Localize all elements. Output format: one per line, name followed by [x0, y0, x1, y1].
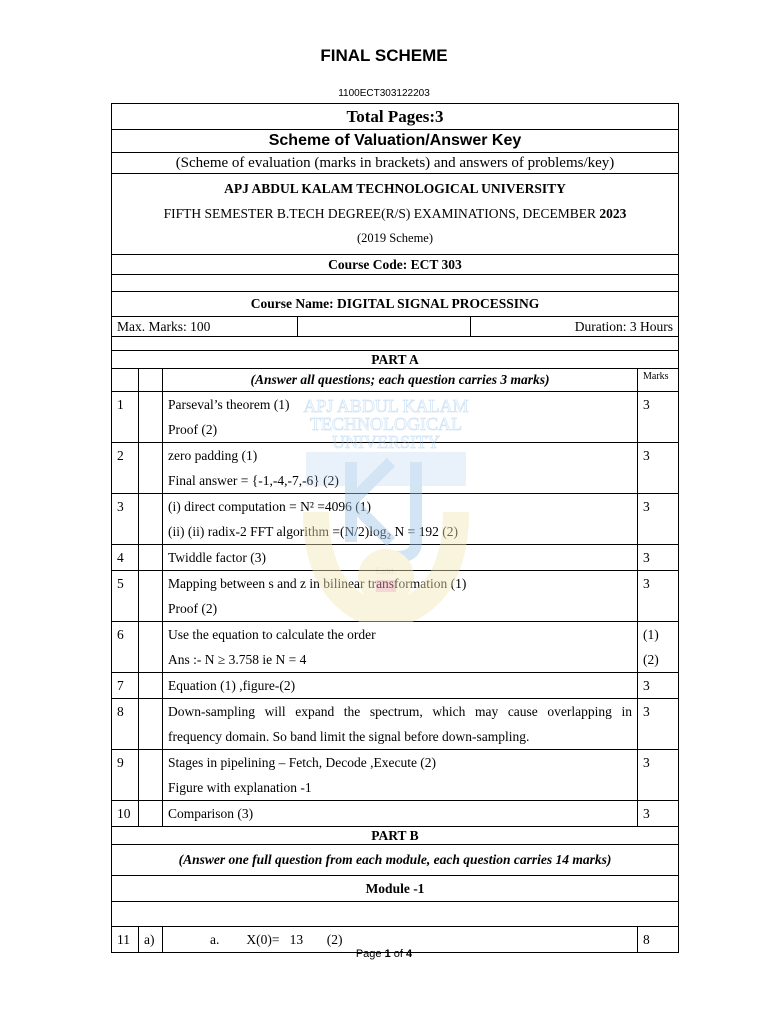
question-row — [112, 673, 679, 699]
question-row — [112, 571, 679, 622]
question-number: 10 — [112, 801, 139, 827]
exam-year: 2023 — [599, 206, 627, 221]
answer-line: frequency domain. So band limit the signal before down-sampling. — [168, 729, 530, 744]
exam-line — [117, 201, 673, 226]
blank-cell — [139, 801, 163, 827]
watermark-line-3: UNIVERSITY — [332, 432, 440, 452]
question-row — [112, 392, 679, 443]
blank-cell — [139, 545, 163, 571]
question-marks: 3 — [638, 494, 679, 545]
page-footer — [0, 948, 768, 960]
question-answer — [163, 443, 638, 494]
marks-header: Marks — [638, 369, 679, 392]
duration: Duration: 3 Hours — [574, 319, 673, 334]
answer-line: Mapping between s and z in bilinear transformation (1) — [168, 576, 467, 591]
answer-line: zero padding (1) — [168, 448, 258, 463]
question-row — [112, 622, 679, 673]
question-marks: 3 — [638, 801, 679, 827]
question-number: 11 — [112, 927, 139, 953]
blank-cell — [139, 443, 163, 494]
question-answer — [163, 571, 638, 622]
question-answer — [163, 622, 638, 673]
blank-row — [112, 337, 679, 351]
question-answer — [163, 673, 638, 699]
question-marks: 3 — [638, 443, 679, 494]
part-a-heading: PART A — [112, 351, 679, 369]
answer-line: Stages in pipelining – Fetch, Decode ,Execute (2) — [168, 755, 437, 770]
scheme-subtitle: (Scheme of evaluation (marks in brackets) and answers of problems/key) — [112, 153, 679, 174]
question-row — [112, 750, 679, 801]
question-number: 1 — [112, 392, 139, 443]
university-name: APJ ABDUL KALAM TECHNOLOGICAL UNIVERSITY — [224, 181, 566, 196]
blank-cell — [112, 369, 139, 392]
page-of: of — [393, 948, 403, 960]
course-name: Course Name: DIGITAL SIGNAL PROCESSING — [112, 292, 679, 317]
blank-row — [112, 275, 679, 292]
question-row — [112, 545, 679, 571]
exam-line-text: FIFTH SEMESTER B.TECH DEGREE(R/S) EXAMINATIONS, DECEMBER — [163, 206, 596, 221]
blank-cell — [139, 750, 163, 801]
part-b-instructions: (Answer one full question from each module, each question carries 14 marks) — [112, 845, 679, 876]
marks-value: (1) — [643, 627, 659, 642]
question-marks: 8 — [638, 927, 679, 953]
question-answer: a. X(0)= 13 (2) — [163, 927, 638, 953]
answer-line: (ii) (ii) radix-2 FFT algorithm =(N/2)log₂ N = 192 (2) — [168, 524, 459, 539]
blank-row — [112, 902, 679, 927]
watermark-estd: Estd. — [375, 566, 397, 576]
answer-line: Comparison (3) — [168, 806, 254, 821]
answer-line: Figure with explanation -1 — [168, 780, 312, 795]
blank-cell — [139, 392, 163, 443]
marks-value: (2) — [643, 652, 659, 667]
answer-line: Equation (1) ,figure-(2) — [168, 678, 296, 693]
page-label: Page — [355, 948, 382, 960]
blank-cell — [139, 673, 163, 699]
question-answer — [163, 801, 638, 827]
question-marks — [638, 622, 679, 673]
watermark-line-1: APJ ABDUL KALAM — [303, 396, 469, 416]
question-marks: 3 — [638, 673, 679, 699]
course-code: Course Code: ECT 303 — [112, 255, 679, 275]
question-number: 2 — [112, 443, 139, 494]
blank-cell — [139, 699, 163, 750]
watermark-line-2: TECHNOLOGICAL — [310, 414, 462, 434]
blank-cell — [139, 571, 163, 622]
question-row — [112, 443, 679, 494]
question-answer — [163, 494, 638, 545]
module-1-heading: Module -1 — [112, 876, 679, 902]
answer-line: Parseval’s theorem (1) — [168, 397, 290, 412]
question-answer — [163, 545, 638, 571]
question-row — [112, 699, 679, 750]
sub-question: a) — [139, 927, 163, 953]
question-row — [112, 801, 679, 827]
total-pages: Total Pages:3 — [112, 104, 679, 130]
question-marks: 3 — [638, 545, 679, 571]
question-number: 7 — [112, 673, 139, 699]
page-number: 1 — [384, 948, 391, 960]
university-block — [112, 174, 679, 255]
blank-cell — [139, 494, 163, 545]
question-number: 9 — [112, 750, 139, 801]
answer-line: Use the equation to calculate the order — [168, 627, 376, 642]
marks-duration-row — [112, 317, 679, 337]
final-scheme-title: FINAL SCHEME — [320, 46, 448, 65]
question-number: 3 — [112, 494, 139, 545]
document-code: 1100ECT303122203 — [338, 88, 430, 99]
scheme-title: Scheme of Valuation/Answer Key — [112, 130, 679, 153]
question-row — [112, 494, 679, 545]
answer-line: (i) direct computation = N² =4096 (1) — [168, 499, 371, 514]
empty-cell — [298, 317, 471, 336]
blank-cell — [139, 369, 163, 392]
answer-line: Proof (2) — [168, 422, 218, 437]
question-marks: 3 — [638, 571, 679, 622]
question-marks: 3 — [638, 699, 679, 750]
question-marks: 3 — [638, 750, 679, 801]
question-answer — [163, 699, 638, 750]
answer-line: Down-sampling will expand the spectrum, which may cause overlapping in — [168, 704, 632, 719]
question-number: 6 — [112, 622, 139, 673]
answer-key-table — [111, 103, 679, 953]
page-total: 4 — [406, 948, 413, 960]
answer-line: Ans :- N ≥ 3.758 ie N = 4 — [168, 652, 307, 667]
answer-line: Twiddle factor (3) — [168, 550, 267, 565]
part-a-instructions: (Answer all questions; each question carries 3 marks) — [163, 369, 638, 392]
answer-line: Final answer = {-1,-4,-7,-6} (2) — [168, 473, 339, 488]
answer-line: Proof (2) — [168, 601, 218, 616]
question-number: 8 — [112, 699, 139, 750]
scheme-year: (2019 Scheme) — [356, 231, 434, 245]
question-answer — [163, 392, 638, 443]
question-number: 5 — [112, 571, 139, 622]
question-answer — [163, 750, 638, 801]
question-number: 4 — [112, 545, 139, 571]
part-b-heading: PART B — [112, 827, 679, 845]
max-marks: Max. Marks: 100 — [112, 317, 298, 336]
question-marks: 3 — [638, 392, 679, 443]
blank-cell — [139, 622, 163, 673]
